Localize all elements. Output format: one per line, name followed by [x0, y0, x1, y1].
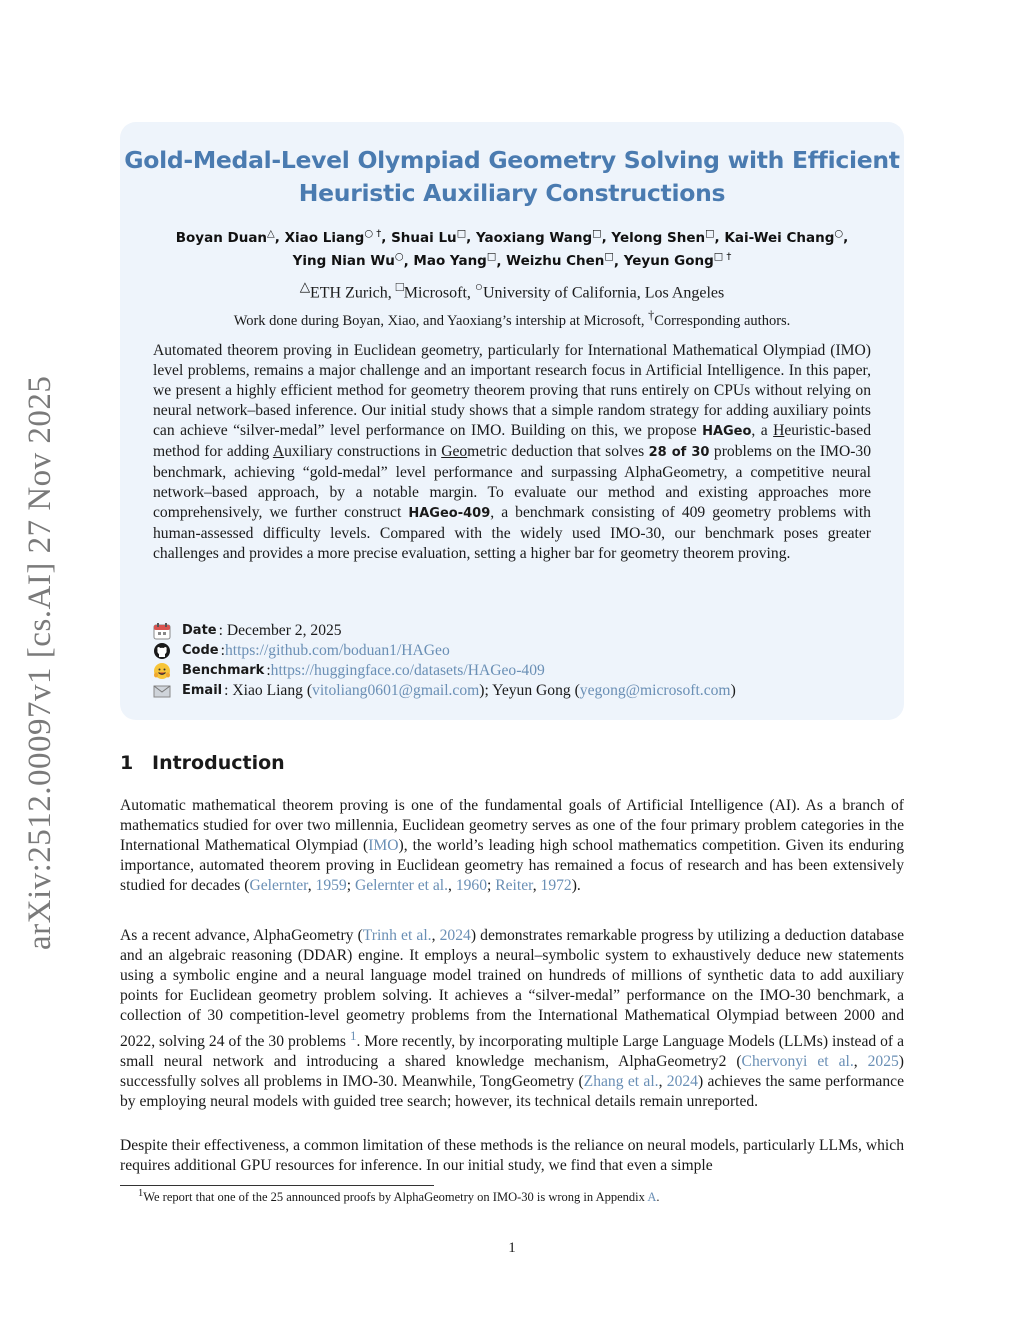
section-heading-introduction: 1 Introduction [120, 752, 285, 774]
author: Yaoxiang Wang□ [475, 228, 602, 246]
email-link-1[interactable]: vitoliang0601@gmail.com [312, 682, 480, 699]
paper-metadata [153, 621, 871, 701]
benchmark-name: HAGeo-409 [408, 506, 491, 521]
intro-paragraph-3: Despite their effectiveness, a common limitation of these methods is the reliance on neural models, particularly LLMs, which requires additional GPU resources for inference. In our initial study, we find that even a simple [120, 1137, 904, 1174]
citation[interactable]: Zhang et al. [583, 1073, 659, 1091]
method-name: HAGeo [702, 424, 752, 439]
benchmark-link[interactable]: https://huggingface.co/datasets/HAGeo-409 [270, 662, 545, 679]
score-highlight: 28 of 30 [648, 445, 710, 460]
calendar-icon [153, 622, 173, 640]
affiliation-ucla: University of California, Los Angeles [482, 284, 725, 302]
author: Kai-Wei Chang○ [724, 228, 844, 246]
author: Ying Nian Wu○ [292, 251, 404, 269]
intro-paragraph-2: As a recent advance, AlphaGeometry (Trinh et al., 2024) demonstrates remarkable progress by utilizing a deduction database and an algebraic reasoning (DDAR) engine. It employs a neural–symbolic system to exhaustively deduce new statements using a symbolic engine and a neural language model trained on hundreds of millions of synthetic data to add auxiliary points for Euclidean geometry problem solving. It achieves a “silver-medal” performance on the IMO-30 benchmark, a collection of 30 competition-level geometry problems from the International Mathematical Olympiad between 2000 and 2022, solving 24 of the 30 problems $^1$. More recently, by incorporating multiple Large Language Models (LLMs) instead of a small neural network and introducing a shared knowledge mechanism, AlphaGeometry2 (Chervonyi et al., 2025) successfully solves all problems in IMO-30. Meanwhile, TongGeometry (Zhang et al., 2024) achieves the same performance by employing neural models with guided tree search; however, its technical details remain unreported. [120, 927, 904, 1111]
benchmark-row: Benchmark : https://huggingface.co/datasets/HAGeo-409 [153, 661, 871, 681]
paper-title [0, 144, 1024, 210]
author: Mao Yang□ [413, 251, 497, 269]
abstract: Automated theorem proving in Euclidean geometry, particularly for International Mathematical Olympiad (IMO) level problems, remains a major challenge and an important research focus in Artificial Intelligence. In this paper, we present a highly efficient method for geometry theorem proving that runs entirely on CPUs without relying on neural network–based inference. Our initial study shows that a simple random strategy for adding auxiliary points can achieve “silver-medal” level performance on IMO. Building on this, we propose HAGeo, a Heuristic-based method for adding Auxiliary constructions in Geometric deduction that solves 28 of 30 problems on the IMO-30 benchmark, achieving “gold-medal” level performance and surpassing AlphaGeometry, a competitive neural network–based approach, by a notable margin. To evaluate our method and existing approaches more comprehensively, we further construct HAGeo-409, a benchmark consisting of 409 geometry problems with human-assessed difficulty levels. Compared with the widely used IMO-30, our benchmark poses greater challenges and provides a more precise evaluation, setting a higher bar for geometry theorem proving. [153, 342, 871, 562]
arxiv-identifier-stamp: arXiv:2512.00097v1 [cs.AI] 27 Nov 2025 [22, 375, 58, 950]
affiliations: △ETH Zurich, □Microsoft, ○University of California, Los Angeles Work done during Boyan, Xiao, and Yaoxiang’s intership at Microsoft, †Corresponding authors. [140, 276, 884, 332]
affiliation-eth: ETH Zurich, [309, 284, 392, 302]
citation[interactable]: Chervonyi et al. [741, 1053, 854, 1071]
author: Shuai Lu□ [391, 228, 467, 246]
envelope-icon [153, 682, 173, 700]
author-list: Boyan Duan△, Xiao Liang○ †, Shuai Lu□, Yaoxiang Wang□, Yelong Shen□, Kai-Wei Chang○, Ying Nian Wu○, Mao Yang□, Weizhu Chen□, Yeyun Gong□ † [175, 228, 849, 269]
citation[interactable]: Trinh et al. [362, 927, 432, 944]
author: Yeyun Gong□ † [623, 251, 732, 269]
citation[interactable]: Gelernter [249, 877, 308, 894]
appendix-link[interactable]: A [647, 1190, 657, 1205]
title-line-1: Gold-Medal-Level Olympiad Geometry Solving with Efficient [124, 146, 900, 174]
hugging-face-icon [153, 662, 173, 680]
title-line-2: Heuristic Auxiliary Constructions [298, 179, 726, 207]
author: Yelong Shen□ [611, 228, 715, 246]
github-icon [153, 642, 173, 660]
footnote: $^1$We report that one of the 25 announced proofs by AlphaGeometry on IMO-30 is wrong in Appendix A. [138, 1188, 660, 1205]
email-link-2[interactable]: yegong@microsoft.com [579, 682, 731, 699]
date-row: Date : December 2, 2025 [153, 621, 871, 641]
code-link[interactable]: https://github.com/boduan1/HAGeo [224, 642, 450, 659]
citation[interactable]: Gelernter et al. [354, 877, 449, 894]
imo-link[interactable]: IMO [368, 837, 399, 854]
author: Boyan Duan△ [175, 228, 275, 246]
page-number: 1 [508, 1240, 516, 1256]
footnote-marker[interactable]: 1 [349, 1028, 357, 1043]
footnote-divider [120, 1185, 434, 1186]
author: Weizhu Chen□ [506, 251, 614, 269]
author-note: Work done during Boyan, Xiao, and Yaoxiang’s intership at Microsoft, †Corresponding authors. [233, 308, 791, 330]
email-row: Email : Xiao Liang ( vitoliang0601@gmail.com ); Yeyun Gong ( yegong@microsoft.com ) [153, 681, 871, 701]
author: Xiao Liang○ † [284, 228, 382, 246]
citation[interactable]: Reiter [495, 877, 533, 894]
code-row: Code : https://github.com/boduan1/HAGeo [153, 641, 871, 661]
intro-paragraph-1: Automatic mathematical theorem proving is one of the fundamental goals of Artificial Intelligence (AI). As a branch of mathematics studied for over two millennia, Euclidean geometry serves as one of the four primary problem categories in the International Mathematical Olympiad (IMO), the world’s leading high school mathematics competition. Given its enduring importance, automated theorem proving in Euclidean geometry has remained a focus of research and has been extensively studied for decades (Gelernter, 1959; Gelernter et al., 1960; Reiter, 1972). [120, 797, 904, 894]
affiliation-microsoft: Microsoft, [403, 284, 471, 302]
